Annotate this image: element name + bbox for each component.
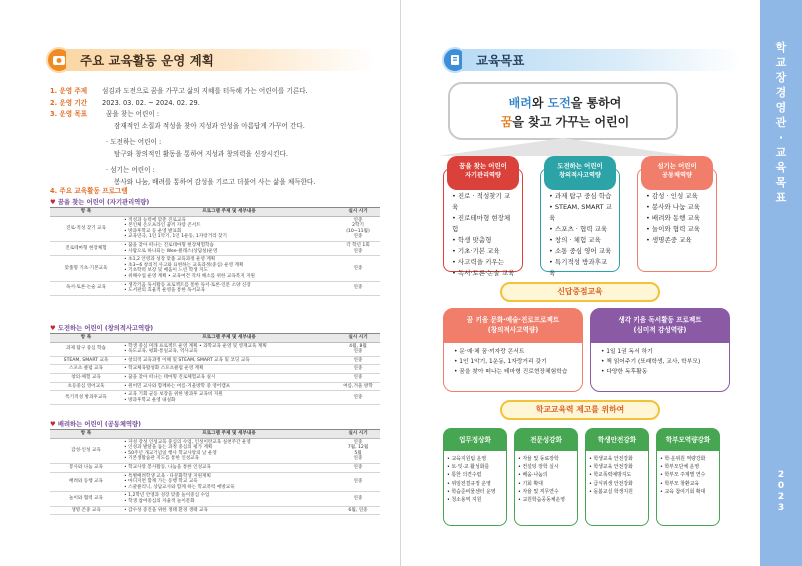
program-item: • 1인 1악기, 1운동, 1자랑거리 갖기 — [454, 357, 576, 367]
row-detail: • 적성과 능력에 맞춘 진로교육 • 본인체 온오프라인 꿈끼 자랑 콘서트 • 방과후학교 등 운영 발표회 • 교육연극, 1인 1악기, 1인 1운동, 1자랑거리 찾기 — [122, 216, 336, 241]
row-item: 놀이와 협력 교육 — [50, 492, 122, 506]
row-period: 연중 — [336, 356, 380, 365]
vision-statement: 배려와 도전을 통하여 꿈을 찾고 가꾸는 어린이 — [500, 96, 630, 129]
row-detail: • 특별배려학생 교육 · 다문화학생 지원계획 • 마디지면 함께 가는 동행 학교 교육 • 스쿨클리닉, 상담교사와 함께 하는 학교폭력 예방교육 — [122, 472, 336, 492]
program-box-dream: 꿈 키움 문화·예술·진로프로젝트 (창의적사고역량) • 문·예·체 꿈·끼자랑 콘서트 • 1인 1악기, 1운동, 1자랑거리 갖기 • 꿈을 찾아 떠나는 테마형 진로현장체험학습 — [443, 308, 583, 392]
row-period: 연중 — [336, 365, 380, 374]
row-detail: • 원어민 교사와 함께하는 여름·겨울방학 중 영어캠프 — [122, 382, 336, 391]
goal-item: • 기초·기본 교육 — [452, 246, 516, 257]
row-item: 맞춤형 기초·기본교육 — [50, 256, 122, 281]
table-header-cell: 항 목 — [50, 334, 122, 343]
goal-card-challenge-header: 도전하는 어린이 창의적사고역량 — [544, 156, 616, 190]
goal-item: • 특기적성 방과후교육 — [549, 257, 613, 279]
row-item: 과제 탐구 중심 학습 — [50, 342, 122, 356]
row-item: 생명 존중 교육 — [50, 506, 122, 515]
row-detail: • 꿈을 찾아 떠나는 테마형 진로체험교육 실시 — [122, 373, 336, 382]
column-item: • 교원학습공동체운영 — [518, 496, 574, 504]
row-detail: • 1,2학년 안영과 성장 맞춤 놀이중심 수업 • 학생 참여중심의 자율적 놀이문화 — [122, 492, 336, 506]
left-page-title — [46, 47, 376, 73]
column-safety: 학생안전강화 • 학생교육 안전강화 • 학생교육 안전강화 • 학교폭력예방지도 • 급식위생 안전강화 • 돌봄교실 학생지원 — [585, 428, 649, 526]
table-row — [50, 256, 380, 281]
goal-item: • STEAM, SMART 교육 — [549, 202, 613, 224]
column-item: • 급식위생 안전강화 — [589, 480, 645, 488]
goal-item: • 진로 · 적성찾기 교육 — [452, 191, 516, 213]
row-detail: • 감수성 증진을 위한 생태 환경 생태 교육 — [122, 506, 336, 515]
goal-label: · 섬기는 어린이 : — [106, 166, 155, 174]
row-detail: • 생각키움 독서활동 프로젝트를 통한 독서·토론·인문 소양 신장 • 도서관의 효율적 운영을 통한 독서교육 — [122, 281, 336, 295]
program-table — [50, 429, 380, 515]
left-title-text: 주요 교육활동 운영 계획 — [80, 53, 214, 68]
column-item: • 교육지원팀 운영 — [447, 455, 503, 463]
goal-item: • 소통 중심 영어 교육 — [549, 246, 613, 257]
info-key: 1. 운영 주제 — [50, 87, 88, 95]
column-item: • 컨설팅 장학 실시 — [518, 463, 574, 471]
column-item: • 토·잇·교 활성화를 — [447, 463, 503, 471]
row-item: 진로·적성 찾기 교육 — [50, 216, 122, 241]
goal-label: 꿈을 찾는 어린이 : — [106, 110, 160, 118]
goal-card-serve-header: 섬기는 어린이 공동체역량 — [641, 156, 713, 190]
table-header-cell: 프로그램 주제 및 세부내용 — [122, 334, 336, 343]
row-item: 배려와 동행 교육 — [50, 472, 122, 492]
row-period: 각 학년 1회 연중 — [336, 241, 380, 255]
table-header-cell: 항 목 — [50, 208, 122, 217]
table-row — [50, 356, 380, 365]
table-row — [50, 342, 380, 356]
table-row — [50, 365, 380, 374]
column-item: • 자율 및 동료장학 — [518, 455, 574, 463]
goal-desc: 봉사와 나눔, 배려를 통하여 감성을 기르고 더불어 사는 삶을 체득한다. — [114, 177, 316, 186]
row-detail: • 창의적 교육과정 이해 및 STEAM, SMART 교육 및 코딩 교육 — [122, 356, 336, 365]
program-item: • 다양한 독후활동 — [601, 367, 723, 377]
row-period: 연중 — [336, 463, 380, 472]
row-period: 연중 — [336, 281, 380, 295]
operation-info — [50, 86, 390, 188]
column-work: 업무정상화 • 교육지원팀 운영 • 토·잇·교 활성화를 • 통한 의견수렴 • 위임전결규정 운영 • 학습준비물센터 운영 • 청소용역 지원 — [443, 428, 507, 526]
goal-label: · 도전하는 어린이 : — [106, 138, 162, 146]
column-item: • 학·운위원 역량강화 — [660, 455, 716, 463]
goal-item: • 생명존중 교육 — [646, 235, 710, 246]
row-period: 연중 — [336, 472, 380, 492]
section-heading: ♥ 꿈을 찾는 어린이 (자기관리역량) — [50, 199, 150, 206]
column-item: • 학생교육 안전강화 — [589, 455, 645, 463]
table-header-cell: 실시 시기 — [336, 208, 380, 217]
table-row — [50, 438, 380, 463]
goal-item: • 진로테마형 현장체험 — [452, 213, 516, 235]
sidebar-year: 2 0 2 3 — [777, 470, 785, 513]
row-period: 연중 7월, 12월 5월 연중 — [336, 438, 380, 463]
row-item: 스포츠 클럽 교육 — [50, 365, 122, 374]
vision-arrow-shape — [428, 136, 698, 158]
table-row — [50, 382, 380, 391]
goal-item: • 놀이와 협력 교육 — [646, 224, 710, 235]
column-item: • 교육 참여기회 확대 — [660, 488, 716, 496]
goal-item: • 스포츠 · 협력 교육 — [549, 224, 613, 235]
column-item: • 돌봄교실 학생지원 — [589, 488, 645, 496]
row-item: 진로테마형 현장체험 — [50, 241, 122, 255]
column-item: • 학생교육 안전강화 — [589, 463, 645, 471]
goal-item: • 과제 탐구 중심 학습 — [549, 191, 613, 202]
column-item: • 통한 의견수렴 — [447, 471, 503, 479]
table-row — [50, 492, 380, 506]
goal-item: • 봉사와 나눔 교육 — [646, 202, 710, 213]
sidebar-tab — [760, 0, 802, 566]
goal-card-dream-header: 꿈을 찾는 어린이 자기관리역량 — [447, 156, 519, 190]
table-row — [50, 216, 380, 241]
table-row — [50, 506, 380, 515]
goal-desc: 잠재적인 소질과 적성을 찾아 지성과 인성을 아름답게 가꾸어 간다. — [114, 121, 305, 130]
column-item: • 학부모 주제별 연수 — [660, 471, 716, 479]
focus-education-pill: 신답중점교육 — [500, 282, 660, 302]
goal-item: • 학생 맞춤형 — [452, 235, 516, 246]
program-item: • 문·예·체 꿈·끼자랑 콘서트 — [454, 347, 576, 357]
info-value: 2023. 03. 02. ~ 2024. 02. 29. — [102, 98, 200, 107]
section-heading: ♥ 도전하는 어린이 (창의적사고역량) — [50, 325, 154, 332]
table-row — [50, 241, 380, 255]
row-item: 봉사와 나눔 교육 — [50, 463, 122, 472]
program-item: • 책 읽어주기 (또래학생, 교사, 학부모) — [601, 357, 723, 367]
program-item: • 꿈을 찾아 떠나는 테마형 진로현장체험학습 — [454, 367, 576, 377]
column-item: • 학부모단체 운영 — [660, 463, 716, 471]
goal-item: • 독서·토론·논술 교육 — [452, 268, 516, 279]
row-period: 연중 — [336, 373, 380, 382]
column-item: • 학습준비물센터 운영 — [447, 488, 503, 496]
table-row — [50, 463, 380, 472]
table-row — [50, 391, 380, 405]
row-period: 6월, 연중 — [336, 506, 380, 515]
column-item: • 청소용역 지원 — [447, 496, 503, 504]
table-row — [50, 281, 380, 295]
row-detail: • 초1,2 안영과 성장 맞춤 교육과정 운영 계획 • 초3~6 창의적 사고와 표현하는 교육과정(중심) 운영 계획 • 기초학력 보장 및 배움이 느린 학생 지도 • 위해수업 운영 계획 • 교육여건 격차 해소를 위한 교육복지 지원 — [122, 256, 336, 281]
goal-item: • 감성 · 인성 교육 — [646, 191, 710, 202]
right-title-text: 교육목표 — [476, 53, 525, 68]
row-item: STEAM, SMART 교육 — [50, 356, 122, 365]
row-period: 연중 — [336, 391, 380, 405]
right-page-title — [442, 47, 742, 73]
program-table — [50, 333, 380, 405]
table-header-cell: 실시 시기 — [336, 334, 380, 343]
table-row — [50, 373, 380, 382]
goal-item: • 배려와 동행 교육 — [646, 213, 710, 224]
row-period: 연중 — [336, 256, 380, 281]
column-item: • 기회 확대 — [518, 480, 574, 488]
column-item: • 학부모 창환교육 — [660, 480, 716, 488]
info-key: 2. 운영 기간 — [50, 98, 88, 107]
column-item: • 자율 및 직무연수 — [518, 488, 574, 496]
column-expertise: 전문성강화 • 자율 및 동료장학 • 컨설팅 장학 실시 • 배움·나눔의 • 기회 확대 • 자율 및 직무연수 • 교원학습공동체운영 — [514, 428, 578, 526]
row-detail: • 학교사랑 봉사활동, 나눔을 통한 인성교육 — [122, 463, 336, 472]
table-header-cell: 실시 시기 — [336, 430, 380, 439]
goal-desc: 탐구와 창의적인 활동을 통하여 지성과 창의력을 신장시킨다. — [114, 149, 288, 158]
school-capacity-pill: 학교교육력 제고를 위하여 — [500, 400, 660, 420]
table-header-cell: 항 목 — [50, 430, 122, 439]
row-detail: • 학교체육활성화 스포츠클럽 운영 계획 — [122, 365, 336, 374]
column-item: • 위임전결규정 운영 — [447, 480, 503, 488]
column-item: • 학교폭력예방지도 — [589, 471, 645, 479]
goal-item: • 창의 · 체험 교육 — [549, 235, 613, 246]
goal-item: • 사고력을 키우는 — [452, 257, 516, 268]
row-item: 독서·토론·논술 교육 — [50, 281, 122, 295]
table-header-cell: 프로그램 주제 및 세부내용 — [122, 208, 336, 217]
row-item: 특기적성 방과후교육 — [50, 391, 122, 405]
column-parents: 학부모역량강화 • 학·운위원 역량강화 • 학부모단체 운영 • 학부모 주제별 연수 • 학부모 창환교육 • 교육 참여기회 확대 — [656, 428, 720, 526]
section-heading: ♥ 배려하는 어린이 (공동체역량) — [50, 421, 141, 428]
sidebar-vertical-text: 학 교 장 경 영 관 · 교 육 목 표 — [775, 41, 787, 204]
row-item: 감성·인성 교육 — [50, 438, 122, 463]
table-header-cell: 프로그램 주제 및 세부내용 — [122, 430, 336, 439]
info-value: 섬김과 도전으로 꿈을 가꾸고 삶의 지혜를 터득해 가는 어린이를 기른다. — [102, 87, 308, 95]
row-detail: • 교육 기회 균등 보장을 위한 방과후 교육비 지원 • 방과후학교 운영 내실화 — [122, 391, 336, 405]
row-detail: • 학생 중심 미래 프로젝트 운영 계획 • 과학교육 운영 및 영재교육 계획 • 독도교육, 평화·통일교육, 역사교육 — [122, 342, 336, 356]
column-item: • 배움·나눔의 — [518, 471, 574, 479]
program-item: • 1일 1권 독서 하기 — [601, 347, 723, 357]
row-item: 초등중심 영어교육 — [50, 382, 122, 391]
row-detail: • 꿈을 찾아 떠나는 진로테마형 현장체험학습 • 사람으로 하나되는 Wee-클래스(상담실)운영 — [122, 241, 336, 255]
row-period: 연중 2학기 (10~11월) 연중 — [336, 216, 380, 241]
row-period: 여름,겨울 방학 — [336, 382, 380, 391]
info-key: 3. 운영 목표 — [50, 110, 88, 118]
program-table — [50, 207, 380, 296]
program-box-reading: 생각 키움 독서활동 프로젝트 (심미적 감성역량) • 1일 1권 독서 하기 • 책 읽어주기 (또래학생, 교사, 학부모) • 다양한 독후활동 — [590, 308, 730, 392]
row-period: 연중 — [336, 492, 380, 506]
table-row — [50, 472, 380, 492]
programs-title: 4. 주요 교육활동 프로그램 — [50, 187, 128, 195]
row-period: 4월, 8월 연중 — [336, 342, 380, 356]
row-detail: • 자성 강성 인성교육 중심의 수업, 인성이란교육 실천주간 운영 • 인성과 발달을 돕는 과정 중심의 평가 계획 • 50주년 개교기념일 행사 학교사랑의 날 운영 • 기본생활습관 지도를 통한 인성교육 — [122, 438, 336, 463]
row-item: 창의·체험 교육 — [50, 373, 122, 382]
